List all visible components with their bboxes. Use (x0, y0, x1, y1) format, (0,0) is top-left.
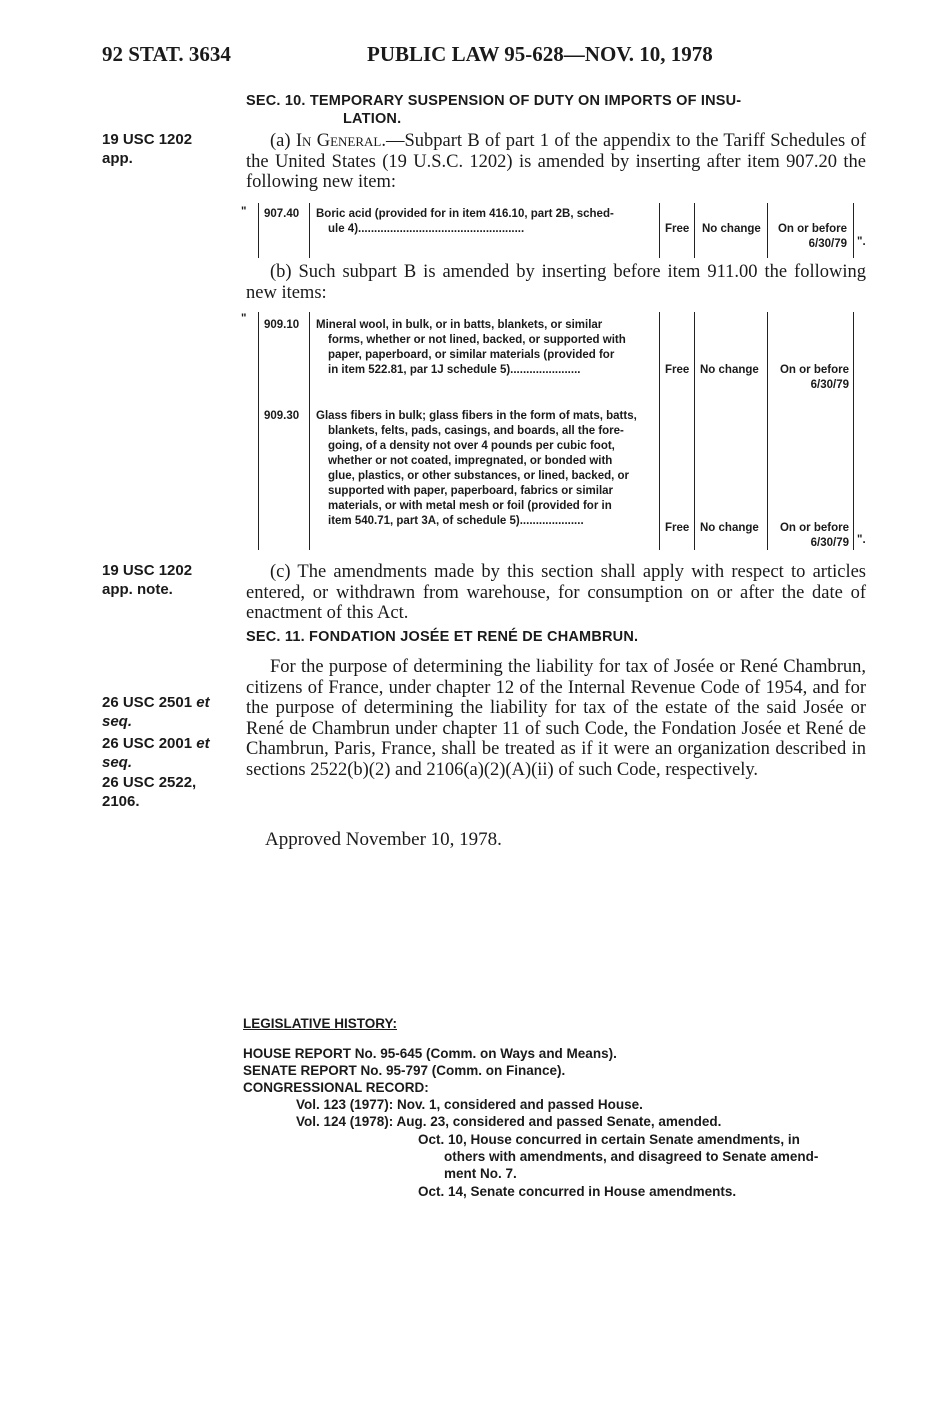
table1-rule (767, 203, 768, 258)
congressional-record-label: CONGRESSIONAL RECORD: (243, 1080, 429, 1095)
page-header-title: PUBLIC LAW 95-628—NOV. 10, 1978 (367, 42, 713, 66)
record-vol-124: Vol. 124 (1978): Aug. 23, considered and passed Senate, amended. (296, 1114, 722, 1129)
record-vol-123: Vol. 123 (1977): Nov. 1, considered and passed House. (296, 1097, 643, 1112)
house-report: HOUSE REPORT No. 95-645 (Comm. on Ways and Means). (243, 1046, 617, 1061)
table2-open-quote: " (241, 313, 247, 325)
table2-rule (309, 312, 310, 550)
margin-note-26usc2001: 26 USC 2001 et seq. (102, 735, 210, 771)
sec10-para-c: (c) The amendments made by this section shall apply with respect to articles entered, or withdrawn from warehouse, for consumption on or after the date of enactment of this Act. (246, 562, 866, 623)
table2-date: On or before 6/30/79 (779, 522, 849, 549)
table2-rate1: Free (665, 522, 690, 534)
table2-description: Glass fibers in bulk; glass fibers in the form of mats, batts, blankets, felts, pads, casings, and boards, all the fore- going, of a density not over 4 pounds per cubic foot, whether or not coated, impregnated, or bonded with glue, plastics, or other substances, or lined, backed, or supported with paper, paperboard, fabrics or similar materials, or with metal mesh or foil (provided for in item 540.71, part 3A, of schedule 5).................... (316, 410, 637, 527)
table2-rate2: No change (700, 364, 759, 376)
margin-note-19usc1202: 19 USC 1202 app. (102, 131, 193, 167)
table2-rule (694, 312, 695, 550)
margin-note-26usc2522: 26 USC 2522, 2106. (102, 774, 197, 810)
sec10-heading: SEC. 10. TEMPORARY SUSPENSION OF DUTY ON IMPORTS OF INSU- (246, 93, 742, 109)
margin-note-26usc2501: 26 USC 2501 et seq. (102, 694, 210, 730)
sec10-para-b: (b) Such subpart B is amended by inserting before item 911.00 the following new items: (246, 262, 866, 303)
table1-description: Boric acid (provided for in item 416.10, part 2B, sched- ule 4).................................................... (316, 208, 614, 235)
table1-close-quote: ". (857, 236, 866, 248)
margin-note-19usc1202-note: 19 USC 1202 app. note. (102, 562, 193, 598)
table1-date: On or before 6/30/79 (777, 223, 847, 250)
table1-rule (309, 203, 310, 258)
approval-date: Approved November 10, 1978. (265, 829, 502, 850)
record-oct-10: Oct. 10, House concurred in certain Senate amendments, in others with amendments, and disagreed to Senate amend- ment No. 7. (418, 1132, 819, 1181)
table2-rate2: No change (700, 522, 759, 534)
sec11-heading: SEC. 11. FONDATION JOSÉE ET RENÉ DE CHAMBRUN. (246, 629, 639, 645)
sec10-para-a: (a) In General.—Subpart B of part 1 of the appendix to the Tariff Schedules of the United States (19 U.S.C. 1202) is amended by inserting after item 907.20 the following new item: (246, 131, 866, 192)
table2-item: 909.10 (264, 319, 300, 331)
sec10-heading-cont: LATION. (343, 111, 402, 127)
table1-rate1: Free (665, 223, 690, 235)
table1-rule (853, 203, 854, 258)
table2-rule (258, 312, 259, 550)
legislative-history-title: LEGISLATIVE HISTORY: (243, 1016, 398, 1031)
senate-report: SENATE REPORT No. 95-797 (Comm. on Finance). (243, 1063, 566, 1078)
record-oct-14: Oct. 14, Senate concurred in House amendments. (418, 1184, 737, 1199)
sec11-text: For the purpose of determining the liability for tax of Josée or René Chambrun, citizens of France, under chapter 12 of the Internal Revenue Code of 1954, and for the purpose of determining the liability for tax of the estate of the said Josée or René de Chambrun under chapter 11 of such Code, the Fondation Josée et René de Chambrun, Paris, France, shall be treated as if it were an organization described in sections 2522(b)(2) and 2106(a)(2)(A)(ii) of such Code, respectively. (246, 657, 866, 780)
table1-rule (258, 203, 259, 258)
table2-close-quote: ". (857, 534, 866, 546)
table2-rate1: Free (665, 364, 690, 376)
table1-rule (694, 203, 695, 258)
table1-rate2: No change (702, 223, 761, 235)
table1-item: 907.40 (264, 208, 300, 220)
table1-open-quote: " (241, 206, 247, 218)
table2-rule (767, 312, 768, 550)
table2-rule (659, 312, 660, 550)
para-a-caption: In General. (295, 131, 386, 151)
table2-rule (853, 312, 854, 550)
table2-date: On or before 6/30/79 (779, 364, 849, 391)
table2-item: 909.30 (264, 410, 300, 422)
page-stat-reference: 92 STAT. 3634 (102, 42, 231, 66)
table2-description: Mineral wool, in bulk, or in batts, blankets, or similar forms, whether or not lined, backed, or supported with paper, paperboard, or similar materials (provided for in item 522.81, par 1J schedule 5)...................... (316, 319, 626, 376)
table1-rule (659, 203, 660, 258)
